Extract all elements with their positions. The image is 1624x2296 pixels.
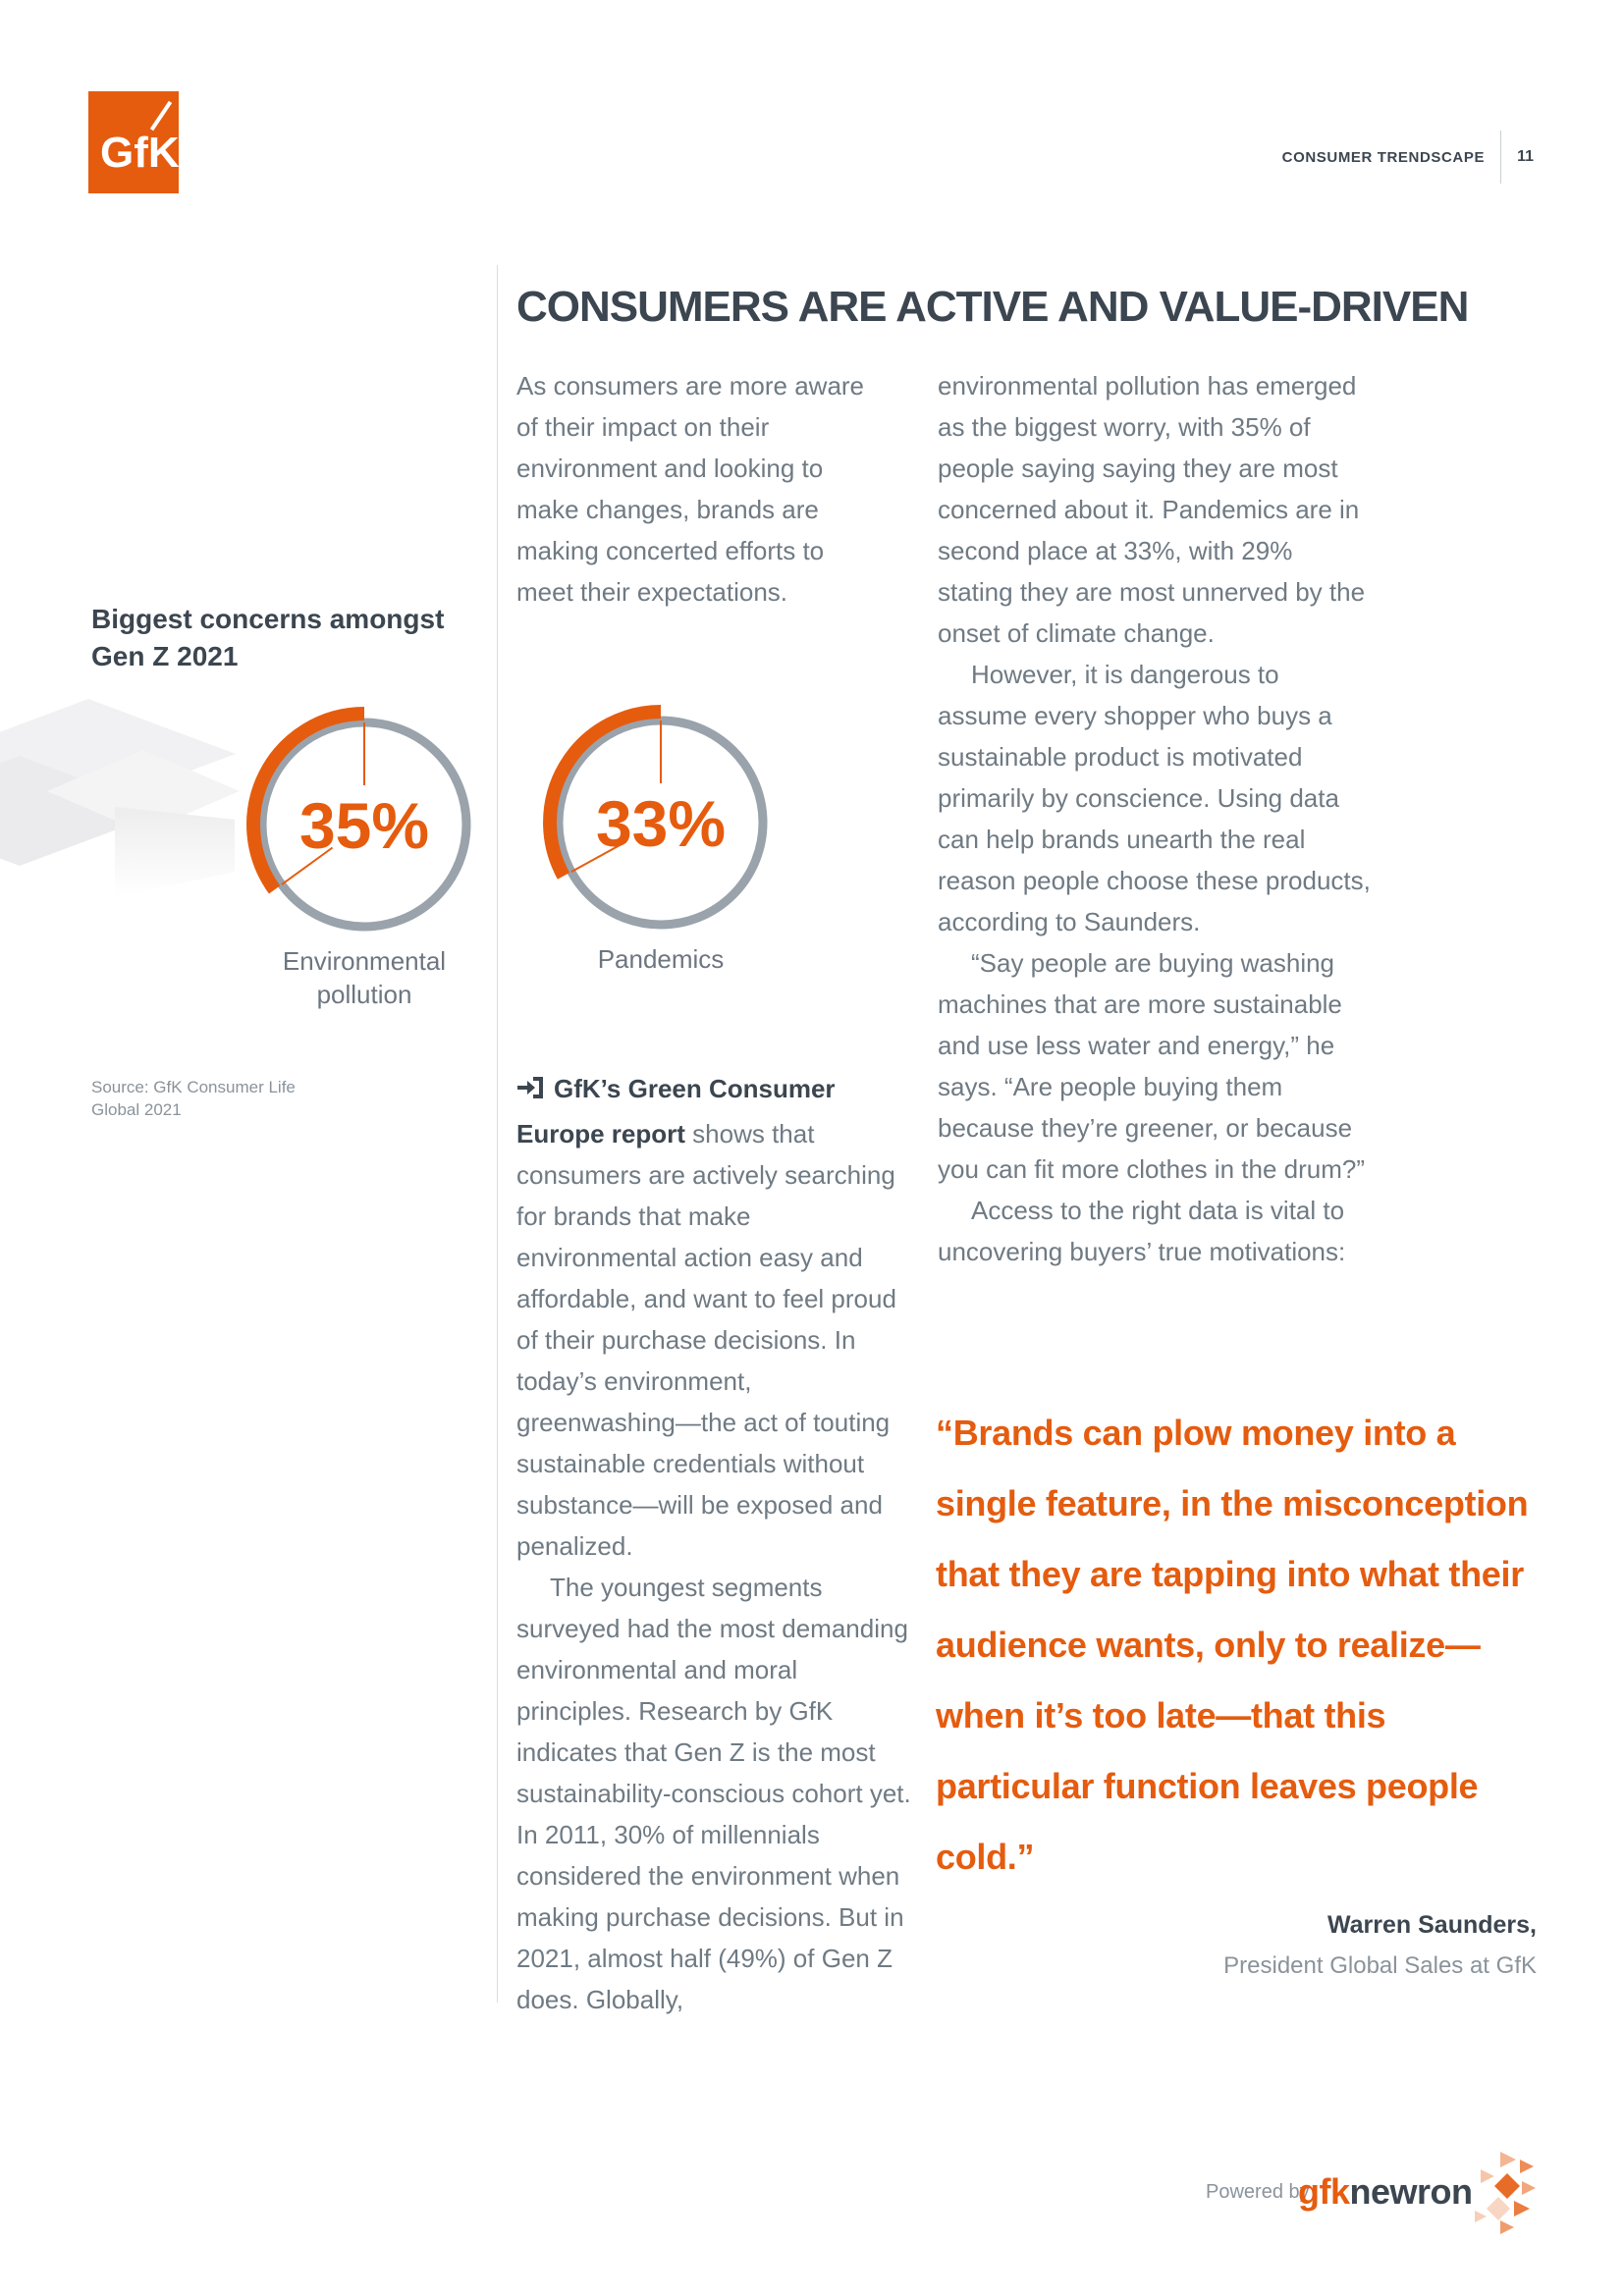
quote-author: Warren Saunders,	[1326, 1911, 1537, 1939]
decor-facet	[115, 807, 235, 897]
intro-paragraph: As consumers are more aware of their impact on their environment and looking to make changes, brands are making concerted efforts to meet their expectations.	[516, 371, 865, 607]
pull-quote: “Brands can plow money into a single feature, in the misconception that they are tapping into what their audience wants, only to realize—when it’s too late—that this particular function leaves people cold.”	[936, 1413, 1529, 1877]
page-header	[1282, 131, 1534, 184]
header-divider	[1500, 131, 1501, 184]
right-paragraph-3: “Say people are buying washing machines that are more sustainable and use less water and energy,” he says. “Are people buying them because they’re greener, or because you can fit more clothes in the drum?”	[938, 948, 1365, 1184]
arrow-enter-icon	[516, 1072, 546, 1113]
donut-label-environmental-pollution: Environmental pollution	[282, 946, 447, 1009]
section-label: CONSUMER TRENDSCAPE	[1281, 148, 1486, 166]
middle-lead-bold: GfK’s Green Consumer Europe report	[516, 1074, 836, 1148]
gfk-logo-text: GfK	[100, 129, 180, 177]
right-paragraph-1: environmental pollution has emerged as the biggest worry, with 35% of people saying saying they are most concerned about it. Pandemics are in second place at 33%, with 29% stating they are most unnerved by the onset of climate change.	[938, 371, 1366, 648]
right-column-article	[938, 365, 1372, 1272]
chart-source-note: Source: GfK Consumer Life Global 2021	[91, 1078, 296, 1119]
donut-chart-environmental-pollution	[232, 692, 497, 957]
powered-by-label: Powered by	[1206, 2181, 1310, 2203]
donut-label-pandemics: Pandemics	[597, 944, 725, 974]
svg-text:33%: 33%	[595, 787, 727, 860]
infographic-heading: Biggest concerns amongst Gen Z 2021	[91, 604, 445, 671]
quote-author-role: President Global Sales at GfK	[1223, 1952, 1537, 1979]
middle-column-article	[516, 1068, 911, 2020]
gfknewron-wordmark	[1298, 2171, 1473, 2213]
quote-attribution	[938, 1904, 1537, 1987]
donut-chart-pandemics	[528, 690, 793, 955]
right-paragraph-2: However, it is dangerous to assume every shopper who buys a sustainable product is motivated primarily by conscience. Using data can help brands unearth the real reason people choose these products, according to Saunders.	[938, 660, 1371, 936]
gfk-logo-slash-icon	[150, 101, 172, 131]
triangle-cluster-icon	[1471, 2152, 1542, 2242]
gfknewron-newron: newron	[1349, 2171, 1473, 2212]
right-paragraph-4: Access to the right data is vital to uncovering buyers’ true motivations:	[938, 1196, 1346, 1266]
middle-lead-paragraph	[516, 1068, 911, 1567]
page-title: CONSUMERS ARE ACTIVE AND VALUE-DRIVEN	[516, 283, 1469, 331]
gfk-logo	[88, 91, 179, 193]
middle-paragraph-2: The youngest segments surveyed had the most demanding environmental and moral principles. Research by GfK indicates that Gen Z is the most sustainability-conscious cohort yet. In 2011, 30% of millennials considered the environment when making purchase decisions. But in 2021, almost half (49%) of Gen Z does. Globally,	[516, 1573, 911, 2014]
column-rule	[497, 265, 498, 2002]
middle-lead-rest: shows that consumers are actively searching for brands that make environmental action easy and affordable, and want to feel proud of their purchase decisions. In today’s environment, greenwashing—the act of touting sustainable credentials without substance—will be exposed and penalized.	[516, 1119, 896, 1561]
svg-text:35%: 35%	[298, 789, 430, 862]
page-number: 11	[1517, 148, 1534, 165]
gfknewron-gfk: gfk	[1298, 2171, 1350, 2212]
